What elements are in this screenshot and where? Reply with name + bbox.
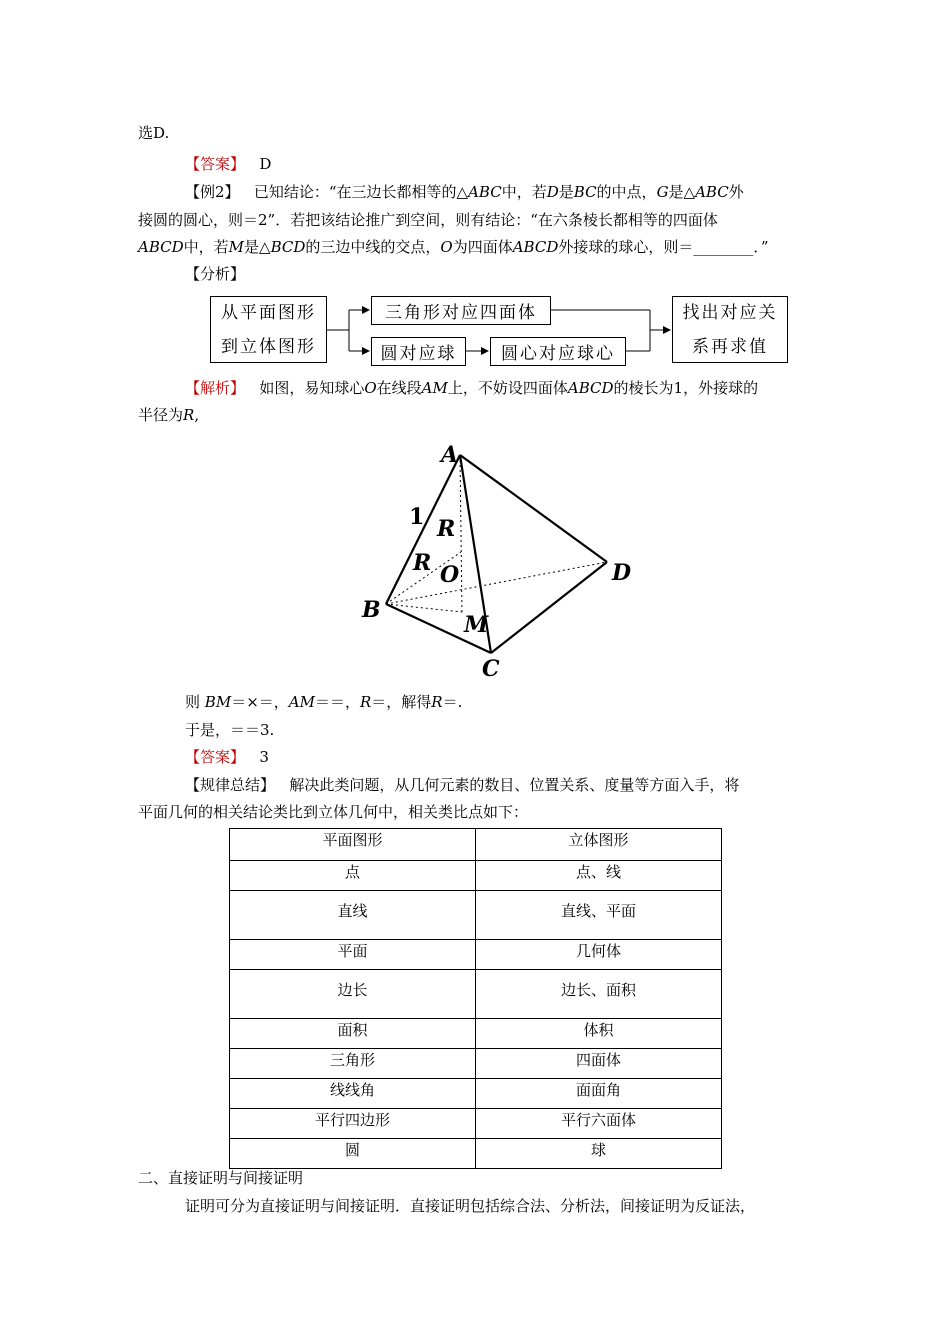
flow-box-bottom-right: 圆心对应球心 [490,337,626,366]
text: 中，若 [501,183,547,201]
analysis-tag: 【分析】 [185,265,246,283]
text: 的三边中线的交点， [305,238,441,256]
math-var: R [183,406,195,424]
math-var: ABC [468,183,502,201]
label-R-vertical: R [437,516,456,542]
table-cell: 面积 [230,1019,476,1049]
answer-tag: 【答案】 [185,748,246,766]
section-paragraph: 证明可分为直接证明与间接证明．直接证明包括综合法、分析法，间接证明为反证法， [185,1197,756,1215]
math-var: ABC [695,183,729,201]
math-var: G [656,183,669,201]
flow-box-bottom-left: 圆对应球 [371,337,466,366]
math-var: AM [421,379,448,397]
table-header: 立体图形 [476,829,722,861]
calc-line-1 [185,692,462,712]
math-var: ABCD [567,379,614,397]
summary-line-2: 平面几何的相关结论类比到立体几何中，相关类比点如下： [138,803,529,821]
text: 是 [558,183,574,201]
flow-text: 系再求值 [692,336,768,357]
label-R-diagonal: R [413,550,432,576]
text: 解决此类问题，从几何元素的数目、位置关系、度量等方面入手，将 [289,776,740,794]
text: 为四面体 [452,238,513,256]
table-row [230,1139,722,1169]
analogy-table [229,828,722,1169]
example-line-2: 接圆的圆心，则＝2”．若把该结论推广到空间，则有结论：“在六条棱长都相等的四面体 [138,211,718,229]
table-cell: 体积 [476,1019,722,1049]
table-cell: 边长、面积 [476,970,722,1019]
text: 的棱长为1，外接球的 [613,379,759,397]
table-cell: 直线 [230,891,476,940]
text: ＝×＝， [231,693,289,711]
table-cell: 几何体 [476,940,722,970]
text: ＝，解得 [371,693,432,711]
table-row [230,1109,722,1139]
table-row [230,1049,722,1079]
table-row [230,970,722,1019]
answer-2 [185,747,269,767]
table-cell: 边长 [230,970,476,1019]
table-cell: 平面 [230,940,476,970]
text: 半径为 [138,406,184,424]
summary-tag: 【规律总结】 [185,776,276,794]
flow-text: 从平面图形 [221,302,316,323]
math-var: ABCD [138,238,184,256]
math-var: BCD [270,238,306,256]
math-var: R [431,693,443,711]
example-tag: 【例2】 [185,183,240,201]
text: 外接球的球心，则＝________．” [558,238,769,256]
table-row [230,940,722,970]
text: 外 [728,183,744,201]
table-cell: 直线、平面 [476,891,722,940]
table-header-row [230,829,722,861]
text: , [194,406,200,424]
text: 则 [185,693,201,711]
table-row [230,861,722,891]
table-cell: 平行六面体 [476,1109,722,1139]
table-cell: 三角形 [230,1049,476,1079]
label-O: O [440,562,460,588]
text: 已知结论：“在三边长都相等的△ [253,183,469,201]
table-row [230,891,722,940]
text: ＝. [442,693,463,711]
math-var: O [364,379,377,397]
label-M: M [464,612,489,638]
table-cell: 圆 [230,1139,476,1169]
label-B: B [362,597,381,623]
text: 中，若 [183,238,229,256]
math-var: M [228,238,245,256]
math-var: D [546,183,559,201]
section-heading: 二、直接证明与间接证明 [138,1169,304,1187]
label-C: C [482,656,500,682]
math-var: AM [288,693,315,711]
summary-line-1 [185,775,739,795]
text: 是△ [668,183,696,201]
text: 如图，易知球心 [259,379,365,397]
table-header: 平面图形 [230,829,476,861]
math-var: O [440,238,453,256]
table-cell: 平行四边形 [230,1109,476,1139]
table-row [230,1019,722,1049]
table-row [230,1079,722,1109]
calc-line-2: 于是，＝＝3. [185,721,275,739]
table-cell: 四面体 [476,1049,722,1079]
math-var: BM [204,693,232,711]
label-edge-length: 1 [409,504,425,530]
flow-text: 找出对应关 [682,302,778,323]
table-cell: 线线角 [230,1079,476,1109]
table-cell: 点 [230,861,476,891]
math-var: R [359,693,372,711]
text: 是△ [244,238,271,256]
answer-value: D [259,155,272,173]
math-var: BC [573,183,597,201]
label-D: D [612,560,632,586]
table-cell: 点、线 [476,861,722,891]
flow-box-top: 三角形对应四面体 [371,296,551,325]
answer-tag: 【答案】 [185,155,246,173]
intro-line: 选D. [138,124,170,142]
label-A: A [441,442,459,468]
math-var: ABCD [512,238,559,256]
table-cell: 球 [476,1139,722,1169]
solution-tag: 【解析】 [185,379,246,397]
flow-text: 到立体图形 [221,336,316,357]
text: 上，不妨设四面体 [447,379,568,397]
text: ＝＝， [314,693,360,711]
text: 在线段 [376,379,422,397]
text: 的中点， [596,183,657,201]
table-cell: 面面角 [476,1079,722,1109]
answer-value: 3 [259,748,269,766]
